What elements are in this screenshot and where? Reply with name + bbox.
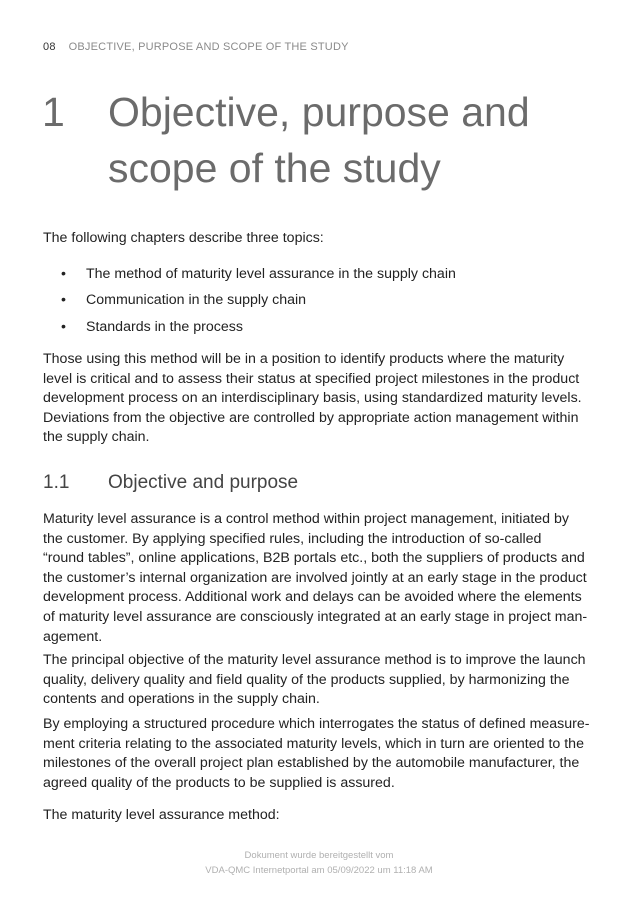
text-line: The principal objective of the maturity level assurance method is to improve the launch — [43, 652, 586, 668]
bullet-icon: • — [61, 266, 66, 282]
list-item-text: Communication in the supply chain — [86, 292, 307, 309]
footer-line: VDA-QMC Internetportal am 05/09/2022 um 11:18 AM — [205, 865, 433, 876]
text-line: milestones of the overall project plan established by the automobile manufacturer, the — [43, 755, 580, 772]
chapter-number: 1 — [42, 89, 65, 135]
text-line: By employing a structured procedure which interrogates the status of defined measure- — [43, 716, 590, 732]
list-item-text: The method of maturity level assurance in the supply chain — [86, 266, 456, 282]
text-line: development process. Additional work and delays can be avoided where the elements — [43, 589, 582, 606]
text-line: development process on an interdisciplinary basis, using standardized maturity levels. — [43, 390, 582, 407]
list-item — [43, 318, 588, 344]
intro-paragraph — [43, 350, 588, 448]
text-line: level is critical and to assess their status at specified project milestones in the product — [43, 370, 580, 387]
section-paragraph-3 — [43, 715, 588, 793]
chapter-title-line: scope of the study — [108, 145, 441, 191]
section-paragraph-1 — [43, 510, 588, 647]
text-line: agement. — [43, 628, 103, 645]
text-line: Deviations from the objective are controlled by appropriate action management within — [43, 409, 579, 426]
running-header — [43, 41, 349, 53]
section-number: 1.1 — [43, 472, 70, 493]
section-paragraph-4 — [43, 806, 588, 826]
chapter-title — [108, 84, 608, 196]
list-item-text: Standards in the process — [86, 318, 243, 335]
text-line: agreed quality of the products to be supplied is assured. — [43, 774, 395, 791]
bullet-icon: • — [61, 292, 66, 309]
section-paragraph-2 — [43, 651, 588, 710]
text-line: Those using this method will be in a position to identify products where the maturity — [43, 351, 565, 367]
intro-lead — [43, 229, 588, 249]
chapter-title-line: Objective, purpose and — [108, 89, 530, 135]
running-title: OBJECTIVE, PURPOSE AND SCOPE OF THE STUDY — [68, 41, 349, 53]
topic-list — [43, 265, 588, 344]
list-item — [43, 265, 588, 291]
text-line: quality, delivery quality and field quality of the products supplied, by harmonizing the — [43, 671, 570, 688]
download-footer — [0, 848, 638, 878]
text-line: the customer. By applying specified rules, including the introduction of so-called — [43, 530, 542, 547]
text-line: ment criteria relating to the associated maturity levels, which in turn are oriented to the — [43, 735, 584, 752]
text-line: of maturity level assurance are consciously integrated at an early stage in project man- — [43, 608, 588, 625]
footer-line: Dokument wurde bereitgestellt vom — [244, 850, 394, 861]
text-line: the customer’s internal organization are involved jointly at an early stage in the product — [43, 569, 587, 586]
list-item — [43, 291, 588, 317]
bullet-icon: • — [61, 318, 66, 335]
section-heading — [43, 470, 298, 496]
text-line: “round tables”, online applications, B2B portals etc., both the suppliers of products and — [43, 550, 585, 567]
text-line: the supply chain. — [43, 429, 150, 446]
text-line: Maturity level assurance is a control method within project management, initiated by — [43, 511, 569, 527]
text-line: The maturity level assurance method: — [43, 807, 280, 823]
text-line: contents and operations in the supply chain. — [43, 691, 320, 708]
page-number: 08 — [43, 41, 56, 53]
intro-lead-text: The following chapters describe three topics: — [43, 230, 324, 246]
section-title: Objective and purpose — [108, 472, 299, 493]
